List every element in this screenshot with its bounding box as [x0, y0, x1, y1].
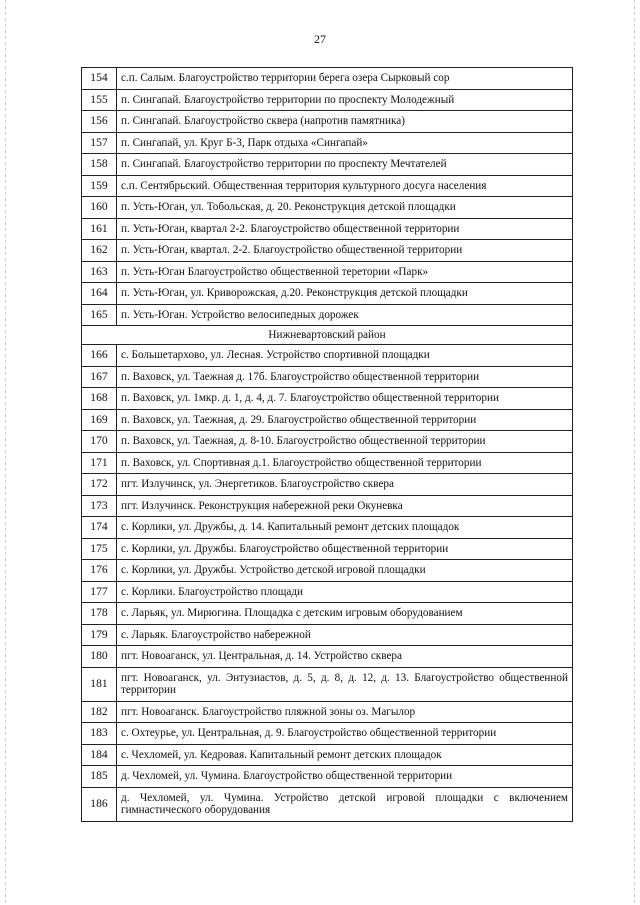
row-number: 180 — [82, 646, 117, 668]
row-description: с.п. Салым. Благоустройство территории берега озера Сырковый сор — [117, 68, 573, 90]
row-description: с. Ларьяк, ул. Мирюгина. Площадка с детским игровым оборудованием — [117, 603, 573, 625]
row-description: с. Охтеурье, ул. Центральная, д. 9. Благоустройство общественной территории — [117, 723, 573, 745]
row-description: п. Усть-Юган, ул. Криворожская, д.20. Реконструкция детской площадки — [117, 283, 573, 305]
table-row — [82, 766, 573, 788]
table-row — [82, 474, 573, 496]
row-description: с. Корлики, ул. Дружбы, д. 14. Капитальный ремонт детских площадок — [117, 517, 573, 539]
table-row — [82, 538, 573, 560]
row-description: с. Корлики, ул. Дружбы. Благоустройство общественной территории — [117, 538, 573, 560]
table-row — [82, 701, 573, 723]
table-row — [82, 111, 573, 133]
table-row — [82, 452, 573, 474]
row-number: 171 — [82, 452, 117, 474]
table-row — [82, 787, 573, 821]
table-row — [82, 431, 573, 453]
row-number: 178 — [82, 603, 117, 625]
row-number: 186 — [82, 787, 117, 821]
row-description: п. Сингапай, ул. Круг Б-3, Парк отдыха «Сингапай» — [117, 132, 573, 154]
row-description: с.п. Сентябрьский. Общественная территория культурного досуга населения — [117, 175, 573, 197]
row-number: 167 — [82, 366, 117, 388]
row-number: 156 — [82, 111, 117, 133]
scan-edge-right — [634, 0, 635, 905]
row-description: пгт. Новоаганск, ул. Центральная, д. 14. Устройство сквера — [117, 646, 573, 668]
row-number: 173 — [82, 495, 117, 517]
row-number: 182 — [82, 701, 117, 723]
table-row — [82, 154, 573, 176]
row-description: п. Ваховск, ул. Таежная, д. 29. Благоустройство общественной территории — [117, 409, 573, 431]
row-description: с. Чехломей, ул. Кедровая. Капитальный ремонт детских площадок — [117, 744, 573, 766]
region-header-row — [82, 326, 573, 345]
row-number: 162 — [82, 240, 117, 262]
row-description: пгт. Новоаганск, ул. Энтузиастов, д. 5, д. 8, д. 12, д. 13. Благоустройство общественной территории — [117, 667, 573, 701]
row-number: 184 — [82, 744, 117, 766]
table-row — [82, 495, 573, 517]
row-number: 181 — [82, 667, 117, 701]
table-row — [82, 388, 573, 410]
row-number: 175 — [82, 538, 117, 560]
row-number: 174 — [82, 517, 117, 539]
table-row — [82, 261, 573, 283]
row-number: 157 — [82, 132, 117, 154]
rows-before-region — [82, 68, 573, 326]
table-row — [82, 240, 573, 262]
row-description: п. Усть-Юган Благоустройство общественной теретории «Парк» — [117, 261, 573, 283]
row-number: 159 — [82, 175, 117, 197]
row-description: п. Усть-Юган, ул. Тобольская, д. 20. Реконструкция детской площадки — [117, 197, 573, 219]
row-description: п. Усть-Юган. Устройство велосипедных дорожек — [117, 304, 573, 326]
table-row — [82, 409, 573, 431]
scan-edge-left — [5, 0, 6, 905]
row-description: п. Сингапай. Благоустройство территории по проспекту Молодежный — [117, 89, 573, 111]
row-description: п. Ваховск, ул. Таежная, д. 8-10. Благоустройство общественной территории — [117, 431, 573, 453]
row-number: 154 — [82, 68, 117, 90]
table-row — [82, 517, 573, 539]
row-description: п. Ваховск, ул. Спортивная д.1. Благоустройство общественной территории — [117, 452, 573, 474]
table-row — [82, 603, 573, 625]
row-number: 179 — [82, 624, 117, 646]
rows-after-region — [82, 345, 573, 822]
table-row — [82, 366, 573, 388]
row-description: д. Чехломей, ул. Чумина. Устройство детской игровой площадки с включением гимнастического оборудования — [117, 787, 573, 821]
row-number: 176 — [82, 560, 117, 582]
row-number: 160 — [82, 197, 117, 219]
row-description: пгт. Излучинск, ул. Энергетиков. Благоустройство сквера — [117, 474, 573, 496]
row-number: 158 — [82, 154, 117, 176]
row-number: 168 — [82, 388, 117, 410]
table-row — [82, 744, 573, 766]
row-number: 183 — [82, 723, 117, 745]
table-row — [82, 283, 573, 305]
row-description: д. Чехломей, ул. Чумина. Благоустройство общественной территории — [117, 766, 573, 788]
row-description: п. Ваховск, ул. Таежная д. 17б. Благоустройство общественной территории — [117, 366, 573, 388]
table-row — [82, 581, 573, 603]
row-number: 161 — [82, 218, 117, 240]
table-row — [82, 646, 573, 668]
row-description: п. Усть-Юган, квартал 2-2. Благоустройство общественной территории — [117, 218, 573, 240]
row-description: п. Сингапай. Благоустройство сквера (напротив памятника) — [117, 111, 573, 133]
table-row — [82, 197, 573, 219]
row-description: п. Сингапай. Благоустройство территории по проспекту Мечтателей — [117, 154, 573, 176]
table-row — [82, 624, 573, 646]
table-row — [82, 175, 573, 197]
projects-table — [81, 67, 573, 822]
table-row — [82, 560, 573, 582]
row-number: 172 — [82, 474, 117, 496]
row-number: 170 — [82, 431, 117, 453]
table-row — [82, 723, 573, 745]
page-number: 27 — [314, 32, 326, 46]
row-description: пгт. Излучинск. Реконструкция набережной реки Окуневка — [117, 495, 573, 517]
region-section — [82, 326, 573, 345]
row-number: 185 — [82, 766, 117, 788]
row-description: п. Ваховск, ул. 1мкр. д. 1, д. 4, д. 7. Благоустройство общественной территории — [117, 388, 573, 410]
row-description: пгт. Новоаганск. Благоустройство пляжной зоны оз. Магылор — [117, 701, 573, 723]
row-number: 166 — [82, 345, 117, 367]
row-number: 177 — [82, 581, 117, 603]
table-row — [82, 89, 573, 111]
table-row — [82, 132, 573, 154]
row-description: с. Большетархово, ул. Лесная. Устройство спортивной площадки — [117, 345, 573, 367]
table-row — [82, 345, 573, 367]
row-number: 169 — [82, 409, 117, 431]
row-description: с. Ларьяк. Благоустройство набережной — [117, 624, 573, 646]
table-row — [82, 68, 573, 90]
row-description: с. Корлики. Благоустройство площади — [117, 581, 573, 603]
table-row — [82, 218, 573, 240]
row-number: 164 — [82, 283, 117, 305]
table-row — [82, 667, 573, 701]
row-number: 165 — [82, 304, 117, 326]
row-description: с. Корлики, ул. Дружбы. Устройство детской игровой площадки — [117, 560, 573, 582]
row-number: 163 — [82, 261, 117, 283]
row-description: п. Усть-Юган, квартал. 2-2. Благоустройство общественной территории — [117, 240, 573, 262]
row-number: 155 — [82, 89, 117, 111]
region-header: Нижневартовский район — [82, 326, 573, 345]
table-row — [82, 304, 573, 326]
